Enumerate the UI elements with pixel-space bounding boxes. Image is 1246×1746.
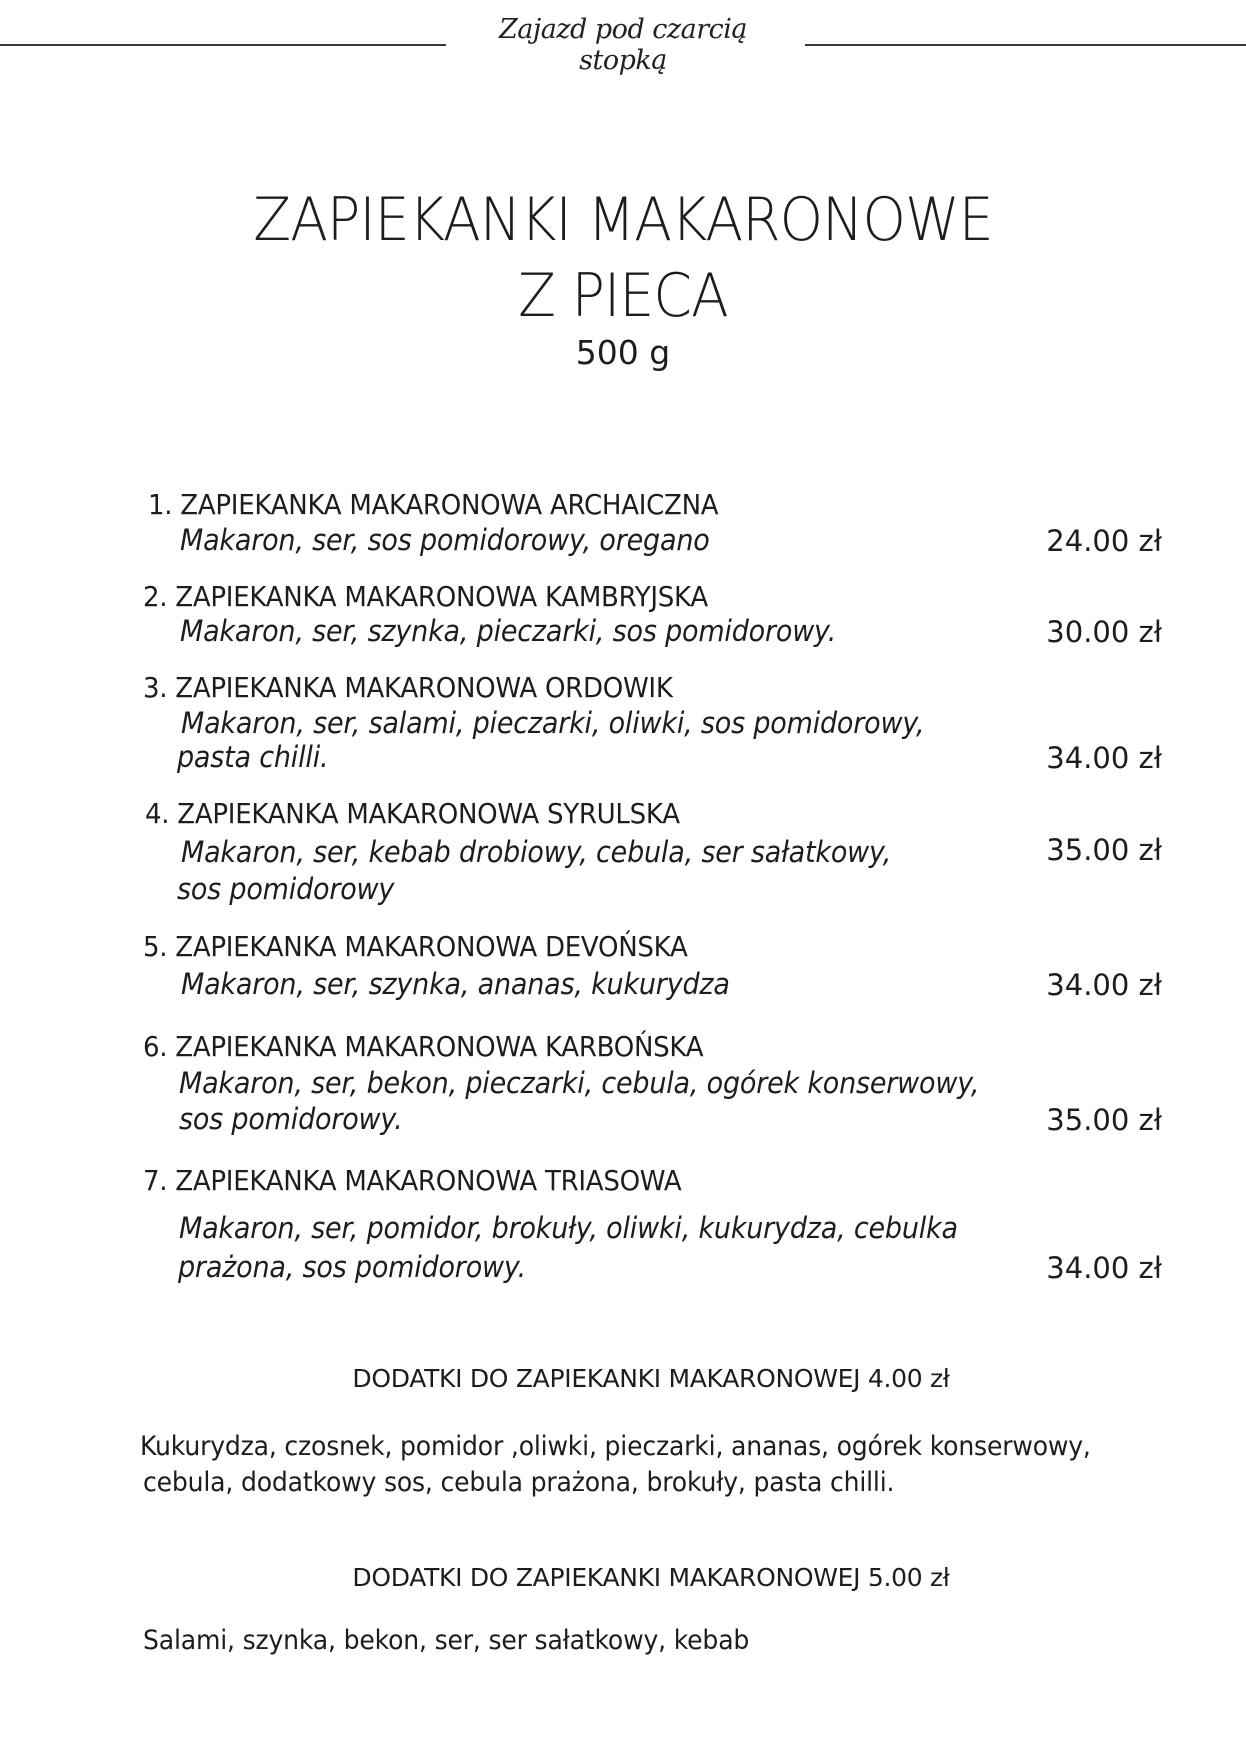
additions-heading: DODATKI DO ZAPIEKANKI MAKARONOWEJ 5.00 zł [352,1563,950,1592]
item-price: 35.00 zł [1046,1103,1162,1137]
item-description: Makaron, ser, pomidor, brokuły, oliwki, kukurydza, cebulka [179,1211,958,1245]
item-name: 6. ZAPIEKANKA MAKARONOWA KARBOŃSKA [143,1030,704,1063]
item-name: 3. ZAPIEKANKA MAKARONOWA ORDOWIK [143,671,673,704]
item-description: Makaron, ser, sos pomidorowy, oregano [180,523,710,557]
header-rule-right [805,44,1246,46]
item-description: prażona, sos pomidorowy. [178,1250,526,1284]
page-title-line1: ZAPIEKANKI MAKARONOWE [253,185,993,255]
additions-heading: DODATKI DO ZAPIEKANKI MAKARONOWEJ 4.00 zł [352,1364,950,1393]
item-description: Makaron, ser, bekon, pieczarki, cebula, ogórek konserwowy, [179,1066,980,1100]
item-name: 5. ZAPIEKANKA MAKARONOWA DEVOŃSKA [143,930,688,963]
item-description: Makaron, ser, kebab drobiowy, cebula, ser sałatkowy, [181,835,892,869]
additions-text: Salami, szynka, bekon, ser, ser sałatkowy, kebab [143,1625,750,1656]
item-name: 7. ZAPIEKANKA MAKARONOWA TRIASOWA [143,1164,682,1197]
item-description: sos pomidorowy [177,872,395,906]
item-price: 24.00 zł [1046,524,1162,558]
additions-text: cebula, dodatkowy sos, cebula prażona, brokuły, pasta chilli. [143,1467,895,1498]
item-name: 2. ZAPIEKANKA MAKARONOWA KAMBRYJSKA [143,580,708,613]
item-price: 34.00 zł [1046,1251,1162,1285]
brand-name: Zajazd pod czarcią stopką [498,14,748,76]
item-price: 34.00 zł [1046,741,1162,775]
item-price: 35.00 zł [1046,833,1162,867]
page-title-line2: Z PIECA [518,261,728,331]
item-name: 4. ZAPIEKANKA MAKARONOWA SYRULSKA [145,797,680,830]
item-name: 1. ZAPIEKANKA MAKARONOWA ARCHAICZNA [148,488,719,521]
header-rule-left [0,44,446,46]
item-price: 34.00 zł [1046,968,1162,1002]
portion-weight: 500 g [575,333,671,372]
item-description: pasta chilli. [177,740,329,774]
item-description: Makaron, ser, salami, pieczarki, oliwki, sos pomidorowy, [181,706,925,740]
additions-text: Kukurydza, czosnek, pomidor ,oliwki, pieczarki, ananas, ogórek konserwowy, [140,1431,1091,1462]
item-description: Makaron, ser, szynka, pieczarki, sos pomidorowy. [180,614,837,648]
item-price: 30.00 zł [1046,615,1162,649]
item-description: Makaron, ser, szynka, ananas, kukurydza [181,967,730,1001]
item-description: sos pomidorowy. [179,1102,403,1136]
